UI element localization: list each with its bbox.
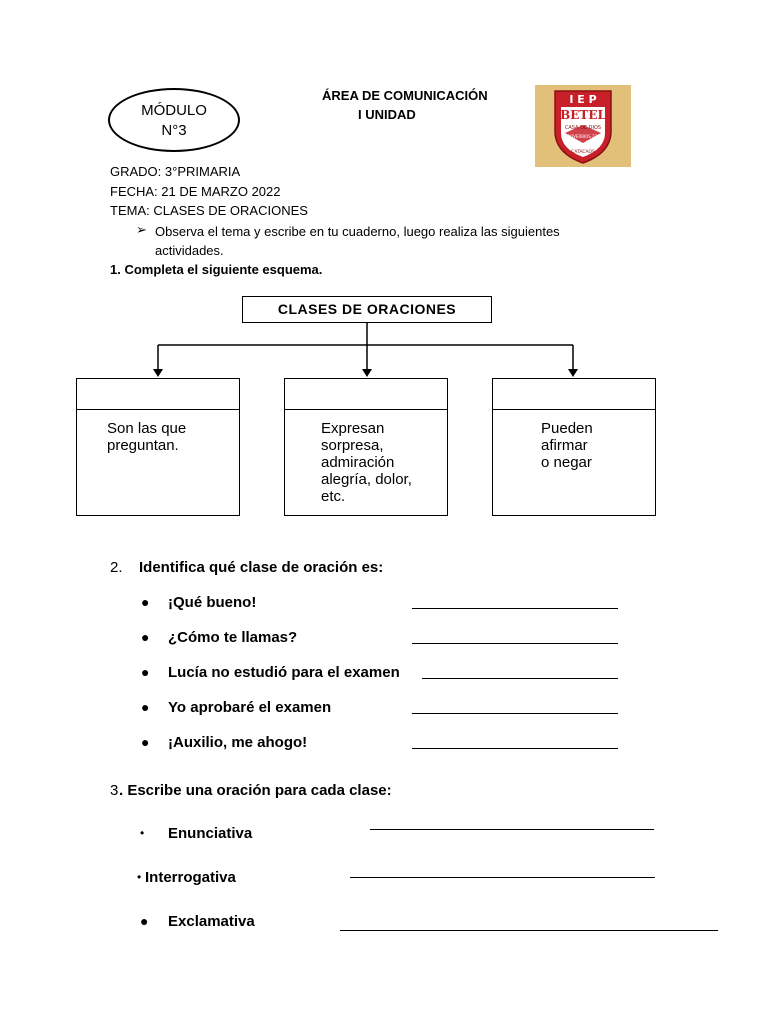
arrow-bullet-icon: ➢ (136, 222, 147, 237)
unit-title: I UNIDAD (358, 107, 416, 122)
scheme-connectors (0, 0, 768, 400)
bullet-icon: • (140, 826, 145, 840)
instruction-text: Observa el tema y escribe en tu cuaderno, luego realiza las siguientes actividades. (155, 224, 560, 258)
list-item: ¿Cómo te llamas? (168, 629, 298, 646)
logo-name-text: BETEL (560, 108, 606, 122)
logo-text3: CATACAOS (571, 150, 595, 155)
scheme-box-enunciativa (492, 378, 656, 516)
section3-title: . Escribe una oración para cada clase: (119, 782, 392, 799)
answer-line[interactable] (370, 829, 654, 830)
list-item: ¡Auxilio, me ahogo! (168, 734, 308, 751)
bullet-icon: ● (140, 913, 149, 929)
list-item: Yo aprobaré el examen (168, 699, 332, 716)
logo-text2: PROVERBIOS 22:6 (564, 134, 602, 139)
topic-line: TEMA: CLASES DE ORACIONES (110, 203, 308, 218)
answer-line[interactable] (412, 713, 618, 714)
list-item: Enunciativa (168, 825, 253, 842)
scheme-box-text: Expresan sorpresa, admiración alegría, dolor, etc. (321, 420, 412, 505)
scheme-box-blank[interactable] (285, 379, 447, 410)
area-title: ÁREA DE COMUNICACIÓN (322, 88, 488, 103)
scheme-box-blank[interactable] (493, 379, 655, 410)
module-number: N°3 (161, 122, 187, 139)
scheme-box-text: Son las que preguntan. (107, 420, 187, 454)
logo-text1: CASA DE DIOS (564, 125, 602, 131)
answer-line[interactable] (412, 643, 618, 644)
list-item: Exclamativa (168, 913, 255, 930)
answer-line[interactable] (422, 678, 618, 679)
grade-line: GRADO: 3°PRIMARIA (110, 164, 241, 179)
bullet-icon: ● (141, 629, 150, 645)
bullet-icon: ● (141, 734, 150, 750)
answer-line[interactable] (412, 748, 618, 749)
answer-line[interactable] (412, 608, 618, 609)
answer-line[interactable] (350, 877, 655, 878)
task1-heading: 1. Completa el siguiente esquema. (110, 262, 323, 277)
list-item: Interrogativa (145, 869, 236, 886)
list-item: ¡Qué bueno! (168, 594, 257, 611)
bullet-icon: ● (141, 699, 150, 715)
answer-line[interactable] (340, 930, 718, 931)
bullet-icon: ● (141, 664, 150, 680)
section3-number: 3 (110, 782, 119, 799)
scheme-box-interrogativa (76, 378, 240, 516)
scheme-title: CLASES DE ORACIONES (242, 296, 492, 323)
bullet-icon: ● (141, 594, 150, 610)
bullet-icon: • (137, 870, 142, 884)
logo-top-text: I E P (569, 93, 597, 106)
list-item: Lucía no estudió para el examen (168, 664, 400, 681)
section2-title: Identifica qué clase de oración es: (139, 559, 384, 576)
scheme-box-exclamativa (284, 378, 448, 516)
scheme-box-text: Pueden afirmar o negar (541, 420, 593, 471)
module-label: MÓDULO (141, 102, 207, 119)
date-line: FECHA: 21 DE MARZO 2022 (110, 184, 281, 199)
section2-number: 2. (110, 559, 123, 576)
scheme-box-blank[interactable] (77, 379, 239, 410)
